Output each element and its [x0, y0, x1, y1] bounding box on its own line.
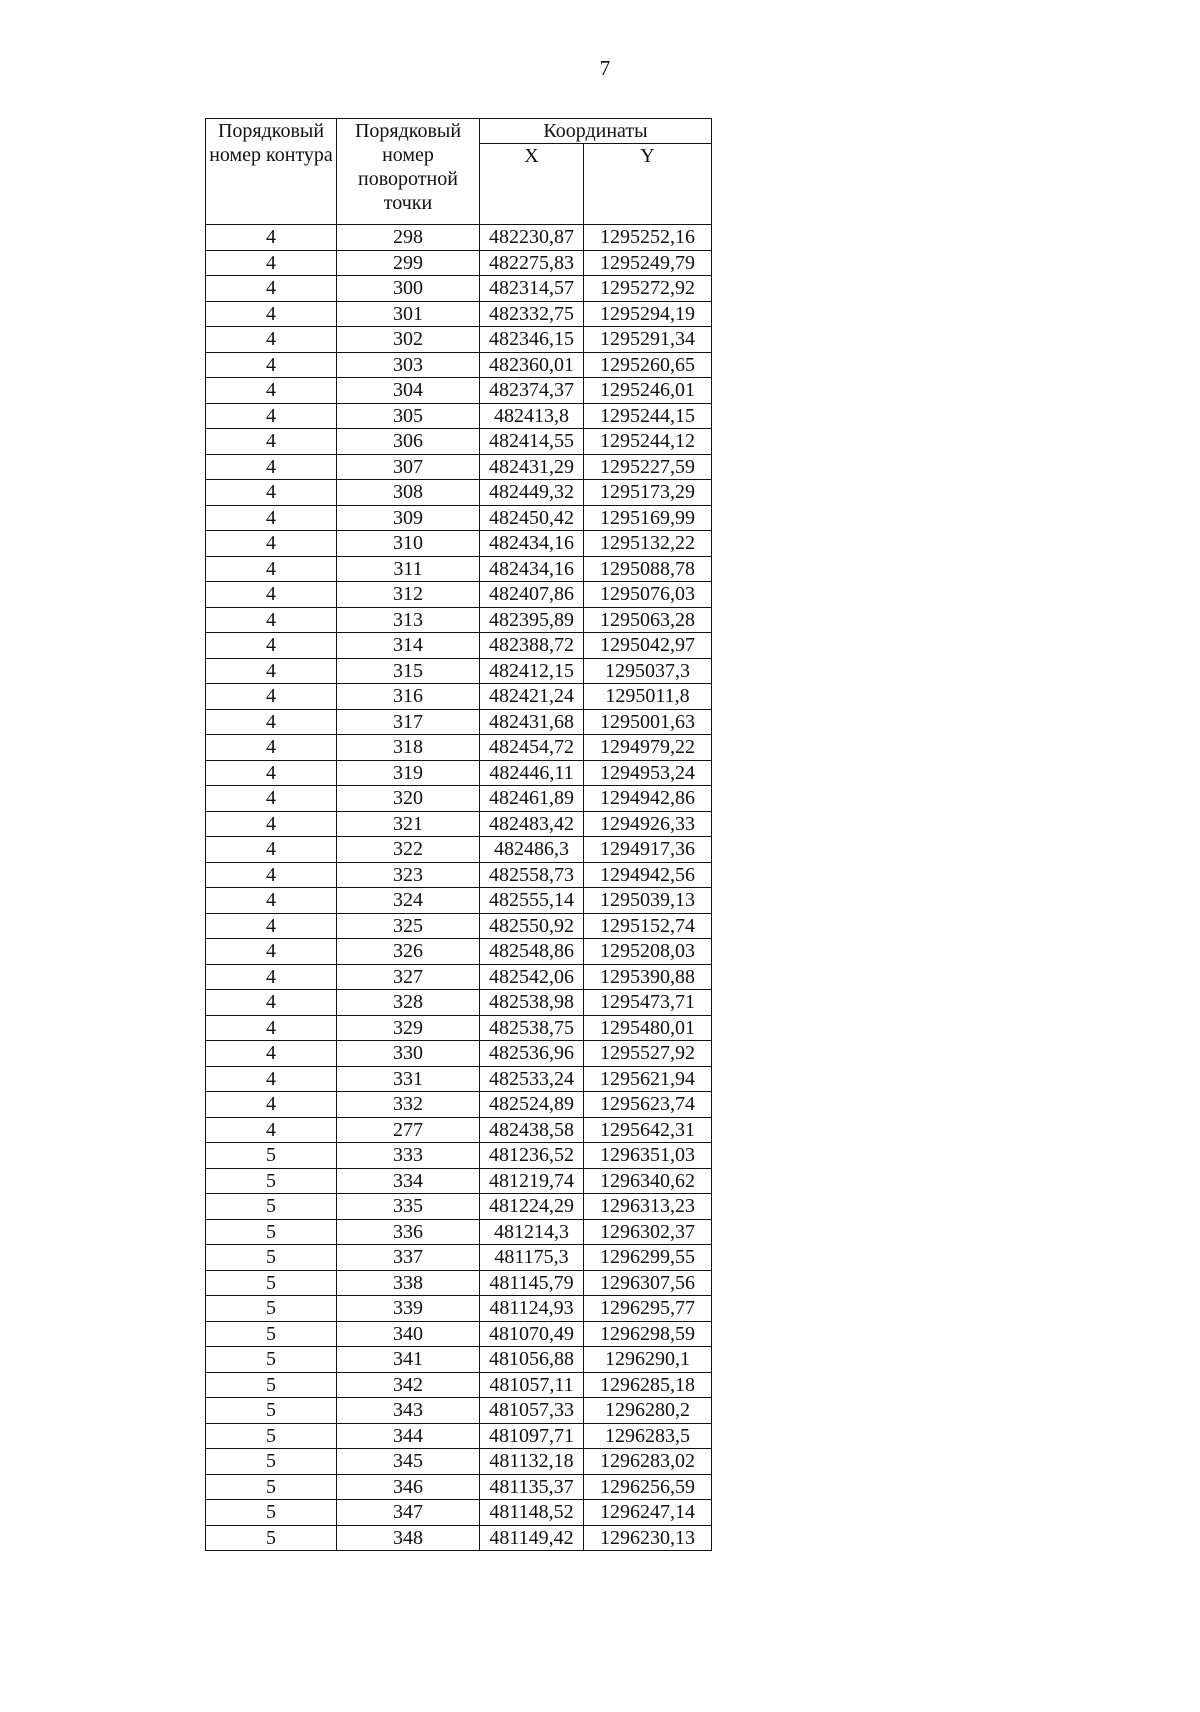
y-coordinate-cell: 1296307,56: [584, 1270, 712, 1296]
header-point-line: номер: [382, 144, 434, 166]
point-number-cell: 313: [337, 607, 480, 633]
y-coordinate-cell: 1295152,74: [584, 913, 712, 939]
x-coordinate-cell: 482538,98: [480, 990, 584, 1016]
point-number-cell: 335: [337, 1194, 480, 1220]
contour-number-cell: 4: [206, 582, 337, 608]
contour-number-cell: 4: [206, 531, 337, 557]
point-number-cell: 308: [337, 480, 480, 506]
table-row: [206, 709, 712, 735]
contour-number-cell: 4: [206, 684, 337, 710]
x-coordinate-cell: 482450,42: [480, 505, 584, 531]
contour-number-cell: 4: [206, 454, 337, 480]
contour-number-cell: 5: [206, 1194, 337, 1220]
y-coordinate-cell: 1295132,22: [584, 531, 712, 557]
contour-number-cell: 5: [206, 1270, 337, 1296]
table-row: [206, 454, 712, 480]
contour-number-cell: 5: [206, 1525, 337, 1551]
point-number-cell: 343: [337, 1398, 480, 1424]
table-row: [206, 1015, 712, 1041]
table-row: [206, 607, 712, 633]
y-coordinate-cell: 1295390,88: [584, 964, 712, 990]
point-number-cell: 302: [337, 327, 480, 353]
y-coordinate-cell: 1294926,33: [584, 811, 712, 837]
point-number-cell: 301: [337, 301, 480, 327]
point-number-cell: 321: [337, 811, 480, 837]
x-coordinate-cell: 482395,89: [480, 607, 584, 633]
x-coordinate-cell: 481124,93: [480, 1296, 584, 1322]
contour-number-cell: 5: [206, 1474, 337, 1500]
point-number-cell: 315: [337, 658, 480, 684]
y-coordinate-cell: 1295088,78: [584, 556, 712, 582]
y-coordinate-cell: 1296285,18: [584, 1372, 712, 1398]
point-number-cell: 325: [337, 913, 480, 939]
table-row: [206, 1372, 712, 1398]
contour-number-cell: 4: [206, 301, 337, 327]
x-coordinate-cell: 482275,83: [480, 250, 584, 276]
contour-number-cell: 4: [206, 837, 337, 863]
table-row: [206, 1423, 712, 1449]
y-coordinate-cell: 1295169,99: [584, 505, 712, 531]
y-coordinate-cell: 1295473,71: [584, 990, 712, 1016]
x-coordinate-cell: 482542,06: [480, 964, 584, 990]
contour-number-cell: 5: [206, 1321, 337, 1347]
point-number-cell: 344: [337, 1423, 480, 1449]
contour-number-cell: 5: [206, 1500, 337, 1526]
x-coordinate-cell: 482360,01: [480, 352, 584, 378]
contour-number-cell: 5: [206, 1168, 337, 1194]
x-coordinate-cell: 482421,24: [480, 684, 584, 710]
point-number-cell: 334: [337, 1168, 480, 1194]
contour-number-cell: 5: [206, 1398, 337, 1424]
y-coordinate-cell: 1294942,56: [584, 862, 712, 888]
table-row: [206, 1219, 712, 1245]
contour-number-cell: 4: [206, 276, 337, 302]
x-coordinate-cell: 481097,71: [480, 1423, 584, 1449]
y-coordinate-cell: 1296280,2: [584, 1398, 712, 1424]
coordinates-table: [205, 118, 712, 1551]
contour-number-cell: 4: [206, 1015, 337, 1041]
contour-number-cell: 4: [206, 633, 337, 659]
header-coordinates: Координаты: [480, 119, 712, 144]
point-number-cell: 333: [337, 1143, 480, 1169]
y-coordinate-cell: 1295527,92: [584, 1041, 712, 1067]
table-row: [206, 1321, 712, 1347]
table-row: [206, 939, 712, 965]
y-coordinate-cell: 1295642,31: [584, 1117, 712, 1143]
y-coordinate-cell: 1295246,01: [584, 378, 712, 404]
point-number-cell: 322: [337, 837, 480, 863]
table-row: [206, 1143, 712, 1169]
x-coordinate-cell: 482431,68: [480, 709, 584, 735]
header-contour-number: [206, 119, 337, 225]
point-number-cell: 319: [337, 760, 480, 786]
table-row: [206, 684, 712, 710]
contour-number-cell: 4: [206, 760, 337, 786]
table-row: [206, 1041, 712, 1067]
point-number-cell: 329: [337, 1015, 480, 1041]
contour-number-cell: 4: [206, 250, 337, 276]
x-coordinate-cell: 482524,89: [480, 1092, 584, 1118]
point-number-cell: 305: [337, 403, 480, 429]
y-coordinate-cell: 1296313,23: [584, 1194, 712, 1220]
contour-number-cell: 4: [206, 990, 337, 1016]
x-coordinate-cell: 482483,42: [480, 811, 584, 837]
point-number-cell: 318: [337, 735, 480, 761]
point-number-cell: 309: [337, 505, 480, 531]
y-coordinate-cell: 1296299,55: [584, 1245, 712, 1271]
contour-number-cell: 4: [206, 352, 337, 378]
contour-number-cell: 4: [206, 1117, 337, 1143]
contour-number-cell: 4: [206, 1066, 337, 1092]
x-coordinate-cell: 482414,55: [480, 429, 584, 455]
y-coordinate-cell: 1295291,34: [584, 327, 712, 353]
x-coordinate-cell: 481057,33: [480, 1398, 584, 1424]
y-coordinate-cell: 1294953,24: [584, 760, 712, 786]
contour-number-cell: 5: [206, 1449, 337, 1475]
y-coordinate-cell: 1295294,19: [584, 301, 712, 327]
table-row: [206, 505, 712, 531]
y-coordinate-cell: 1295063,28: [584, 607, 712, 633]
y-coordinate-cell: 1296230,13: [584, 1525, 712, 1551]
y-coordinate-cell: 1295227,59: [584, 454, 712, 480]
contour-number-cell: 4: [206, 939, 337, 965]
y-coordinate-cell: 1294917,36: [584, 837, 712, 863]
x-coordinate-cell: 482413,8: [480, 403, 584, 429]
contour-number-cell: 4: [206, 709, 337, 735]
y-coordinate-cell: 1295001,63: [584, 709, 712, 735]
x-coordinate-cell: 482461,89: [480, 786, 584, 812]
contour-number-cell: 5: [206, 1219, 337, 1245]
table-row: [206, 888, 712, 914]
y-coordinate-cell: 1296340,62: [584, 1168, 712, 1194]
contour-number-cell: 4: [206, 913, 337, 939]
x-coordinate-cell: 482446,11: [480, 760, 584, 786]
y-coordinate-cell: 1295244,15: [584, 403, 712, 429]
x-coordinate-cell: 482374,37: [480, 378, 584, 404]
point-number-cell: 340: [337, 1321, 480, 1347]
contour-number-cell: 4: [206, 1041, 337, 1067]
contour-number-cell: 4: [206, 607, 337, 633]
header-point-number: [337, 119, 480, 225]
contour-number-cell: 5: [206, 1143, 337, 1169]
contour-number-cell: 4: [206, 735, 337, 761]
y-coordinate-cell: 1295244,12: [584, 429, 712, 455]
x-coordinate-cell: 482412,15: [480, 658, 584, 684]
table-row: [206, 378, 712, 404]
table-row: [206, 1066, 712, 1092]
y-coordinate-cell: 1295272,92: [584, 276, 712, 302]
x-coordinate-cell: 482449,32: [480, 480, 584, 506]
table-row: [206, 1398, 712, 1424]
point-number-cell: 314: [337, 633, 480, 659]
y-coordinate-cell: 1296283,02: [584, 1449, 712, 1475]
contour-number-cell: 4: [206, 1092, 337, 1118]
table-row: [206, 225, 712, 251]
y-coordinate-cell: 1295173,29: [584, 480, 712, 506]
point-number-cell: 327: [337, 964, 480, 990]
x-coordinate-cell: 481149,42: [480, 1525, 584, 1551]
x-coordinate-cell: 482454,72: [480, 735, 584, 761]
page-number: 7: [599, 56, 611, 80]
contour-number-cell: 5: [206, 1347, 337, 1373]
x-coordinate-cell: 482388,72: [480, 633, 584, 659]
point-number-cell: 348: [337, 1525, 480, 1551]
y-coordinate-cell: 1295480,01: [584, 1015, 712, 1041]
y-coordinate-cell: 1295208,03: [584, 939, 712, 965]
contour-number-cell: 4: [206, 480, 337, 506]
x-coordinate-cell: 481175,3: [480, 1245, 584, 1271]
table-row: [206, 403, 712, 429]
point-number-cell: 316: [337, 684, 480, 710]
point-number-cell: 345: [337, 1449, 480, 1475]
contour-number-cell: 5: [206, 1296, 337, 1322]
point-number-cell: 326: [337, 939, 480, 965]
x-coordinate-cell: 482486,3: [480, 837, 584, 863]
point-number-cell: 339: [337, 1296, 480, 1322]
table-row: [206, 1168, 712, 1194]
x-coordinate-cell: 482536,96: [480, 1041, 584, 1067]
y-coordinate-cell: 1296302,37: [584, 1219, 712, 1245]
y-coordinate-cell: 1296283,5: [584, 1423, 712, 1449]
point-number-cell: 299: [337, 250, 480, 276]
table-row: [206, 1245, 712, 1271]
y-coordinate-cell: 1296290,1: [584, 1347, 712, 1373]
x-coordinate-cell: 481070,49: [480, 1321, 584, 1347]
x-coordinate-cell: 481132,18: [480, 1449, 584, 1475]
point-number-cell: 307: [337, 454, 480, 480]
table-row: [206, 327, 712, 353]
contour-number-cell: 4: [206, 862, 337, 888]
contour-number-cell: 4: [206, 429, 337, 455]
x-coordinate-cell: 481236,52: [480, 1143, 584, 1169]
y-coordinate-cell: 1294979,22: [584, 735, 712, 761]
contour-number-cell: 4: [206, 811, 337, 837]
point-number-cell: 300: [337, 276, 480, 302]
x-coordinate-cell: 482538,75: [480, 1015, 584, 1041]
x-coordinate-cell: 482434,16: [480, 556, 584, 582]
point-number-cell: 336: [337, 1219, 480, 1245]
point-number-cell: 304: [337, 378, 480, 404]
x-coordinate-cell: 482434,16: [480, 531, 584, 557]
point-number-cell: 337: [337, 1245, 480, 1271]
y-coordinate-cell: 1296298,59: [584, 1321, 712, 1347]
table-row: [206, 429, 712, 455]
point-number-cell: 328: [337, 990, 480, 1016]
point-number-cell: 303: [337, 352, 480, 378]
y-coordinate-cell: 1296247,14: [584, 1500, 712, 1526]
header-point-line: поворотной: [358, 168, 458, 190]
y-coordinate-cell: 1295249,79: [584, 250, 712, 276]
x-coordinate-cell: 481056,88: [480, 1347, 584, 1373]
table-row: [206, 658, 712, 684]
point-number-cell: 331: [337, 1066, 480, 1092]
table-row: [206, 352, 712, 378]
y-coordinate-cell: 1295076,03: [584, 582, 712, 608]
header-point-line: точки: [383, 192, 433, 214]
x-coordinate-cell: 481145,79: [480, 1270, 584, 1296]
table-row: [206, 1525, 712, 1551]
table-row: [206, 760, 712, 786]
table-header: [206, 119, 712, 225]
point-number-cell: 298: [337, 225, 480, 251]
point-number-cell: 312: [337, 582, 480, 608]
table-row: [206, 480, 712, 506]
x-coordinate-cell: 482558,73: [480, 862, 584, 888]
table-row: [206, 633, 712, 659]
x-coordinate-cell: 481224,29: [480, 1194, 584, 1220]
header-contour-line: Порядковый: [217, 120, 325, 142]
point-number-cell: 342: [337, 1372, 480, 1398]
contour-number-cell: 5: [206, 1372, 337, 1398]
y-coordinate-cell: 1295011,8: [584, 684, 712, 710]
x-coordinate-cell: 482346,15: [480, 327, 584, 353]
table-row: [206, 1347, 712, 1373]
contour-number-cell: 4: [206, 964, 337, 990]
point-number-cell: 341: [337, 1347, 480, 1373]
table-row: [206, 531, 712, 557]
table-row: [206, 1500, 712, 1526]
point-number-cell: 311: [337, 556, 480, 582]
y-coordinate-cell: 1295260,65: [584, 352, 712, 378]
header-y: Y: [584, 144, 712, 225]
contour-number-cell: 5: [206, 1423, 337, 1449]
x-coordinate-cell: 482431,29: [480, 454, 584, 480]
table-row: [206, 276, 712, 302]
y-coordinate-cell: 1295252,16: [584, 225, 712, 251]
table-row: [206, 811, 712, 837]
y-coordinate-cell: 1295042,97: [584, 633, 712, 659]
y-coordinate-cell: 1296256,59: [584, 1474, 712, 1500]
contour-number-cell: 4: [206, 378, 337, 404]
table-row: [206, 913, 712, 939]
table-row: [206, 837, 712, 863]
table-row: [206, 582, 712, 608]
table-row: [206, 1117, 712, 1143]
table-row: [206, 964, 712, 990]
point-number-cell: 330: [337, 1041, 480, 1067]
header-point-line: Порядковый: [354, 120, 462, 142]
table-row: [206, 1449, 712, 1475]
header-contour-line: номер контура: [209, 144, 333, 166]
x-coordinate-cell: 482230,87: [480, 225, 584, 251]
y-coordinate-cell: 1296351,03: [584, 1143, 712, 1169]
point-number-cell: 324: [337, 888, 480, 914]
y-coordinate-cell: 1295621,94: [584, 1066, 712, 1092]
point-number-cell: 277: [337, 1117, 480, 1143]
header-x: X: [480, 144, 584, 225]
table-row: [206, 1270, 712, 1296]
contour-number-cell: 4: [206, 658, 337, 684]
point-number-cell: 323: [337, 862, 480, 888]
table-row: [206, 301, 712, 327]
point-number-cell: 317: [337, 709, 480, 735]
x-coordinate-cell: 482555,14: [480, 888, 584, 914]
x-coordinate-cell: 481214,3: [480, 1219, 584, 1245]
contour-number-cell: 4: [206, 888, 337, 914]
x-coordinate-cell: 481135,37: [480, 1474, 584, 1500]
x-coordinate-cell: 482550,92: [480, 913, 584, 939]
point-number-cell: 347: [337, 1500, 480, 1526]
x-coordinate-cell: 481219,74: [480, 1168, 584, 1194]
contour-number-cell: 4: [206, 556, 337, 582]
table-body: [206, 225, 712, 1551]
table-row: [206, 1474, 712, 1500]
x-coordinate-cell: 482438,58: [480, 1117, 584, 1143]
point-number-cell: 346: [337, 1474, 480, 1500]
point-number-cell: 338: [337, 1270, 480, 1296]
x-coordinate-cell: 482332,75: [480, 301, 584, 327]
table-row: [206, 1194, 712, 1220]
point-number-cell: 310: [337, 531, 480, 557]
table-row: [206, 1092, 712, 1118]
contour-number-cell: 4: [206, 403, 337, 429]
x-coordinate-cell: 481057,11: [480, 1372, 584, 1398]
contour-number-cell: 4: [206, 327, 337, 353]
point-number-cell: 320: [337, 786, 480, 812]
x-coordinate-cell: 481148,52: [480, 1500, 584, 1526]
y-coordinate-cell: 1294942,86: [584, 786, 712, 812]
contour-number-cell: 4: [206, 225, 337, 251]
y-coordinate-cell: 1295039,13: [584, 888, 712, 914]
table-row: [206, 786, 712, 812]
x-coordinate-cell: 482407,86: [480, 582, 584, 608]
contour-number-cell: 4: [206, 505, 337, 531]
table-row: [206, 250, 712, 276]
x-coordinate-cell: 482314,57: [480, 276, 584, 302]
y-coordinate-cell: 1295037,3: [584, 658, 712, 684]
contour-number-cell: 5: [206, 1245, 337, 1271]
y-coordinate-cell: 1295623,74: [584, 1092, 712, 1118]
point-number-cell: 332: [337, 1092, 480, 1118]
table-row: [206, 735, 712, 761]
x-coordinate-cell: 482533,24: [480, 1066, 584, 1092]
table-row: [206, 862, 712, 888]
x-coordinate-cell: 482548,86: [480, 939, 584, 965]
point-number-cell: 306: [337, 429, 480, 455]
table-row: [206, 990, 712, 1016]
table-row: [206, 1296, 712, 1322]
table-row: [206, 556, 712, 582]
contour-number-cell: 4: [206, 786, 337, 812]
y-coordinate-cell: 1296295,77: [584, 1296, 712, 1322]
